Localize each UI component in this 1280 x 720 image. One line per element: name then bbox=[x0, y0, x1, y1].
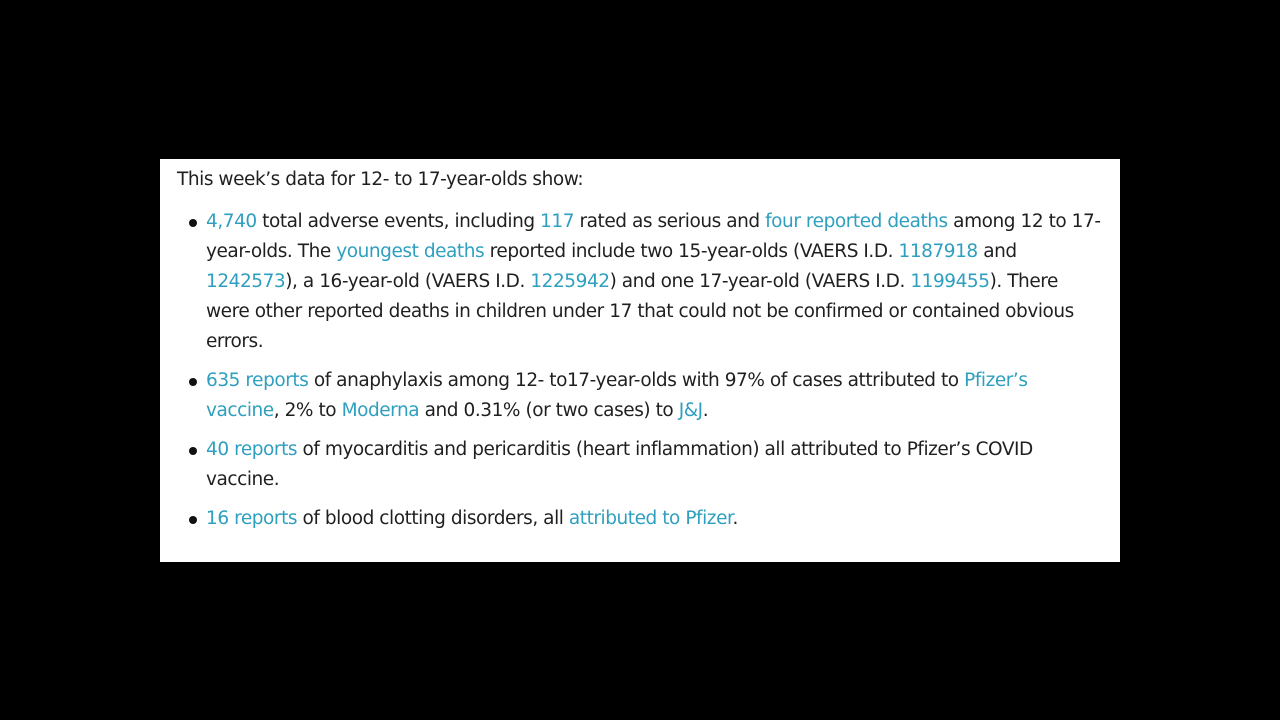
inline-link[interactable]: youngest deaths bbox=[336, 241, 485, 262]
bullet-text: and bbox=[977, 241, 1017, 262]
bullet-text: among 12 to 17-year-olds. The bbox=[206, 211, 1101, 262]
inline-link[interactable]: J&J bbox=[678, 400, 703, 421]
inline-link[interactable]: 635 reports bbox=[206, 370, 309, 391]
inline-link[interactable]: 1199455 bbox=[910, 271, 990, 292]
inline-link[interactable]: 16 reports bbox=[206, 508, 298, 529]
bullet-text: of anaphylaxis among 12- to17-year-olds with 97% of cases attributed to bbox=[308, 370, 965, 391]
intro-text: This week’s data for 12- to 17-year-olds show: bbox=[177, 169, 584, 190]
bullet-text: total adverse events, including bbox=[256, 211, 541, 232]
bullet-text: . bbox=[702, 400, 709, 421]
bullet-dot-icon bbox=[189, 378, 197, 386]
bullet-dot-icon bbox=[189, 516, 197, 524]
inline-link[interactable]: 117 bbox=[540, 211, 575, 232]
bullet-text: . bbox=[732, 508, 738, 529]
inline-link[interactable]: 4,740 bbox=[206, 211, 257, 232]
bullet-text: ) and one 17-year-old (VAERS I.D. bbox=[609, 271, 911, 292]
bullet-item bbox=[177, 366, 1104, 426]
inline-link[interactable]: 1242573 bbox=[206, 271, 286, 292]
bullet-list bbox=[177, 207, 1104, 534]
bullet-text: , 2% to bbox=[273, 400, 342, 421]
bullet-dot-icon bbox=[189, 219, 197, 227]
bullet-item bbox=[177, 435, 1104, 495]
bullet-text: ), a 16-year-old (VAERS I.D. bbox=[285, 271, 531, 292]
bullet-text: ). There were other reported deaths in children under 17 that could not be confirmed or contained obvious errors. bbox=[206, 271, 1074, 352]
inline-link[interactable]: attributed to Pfizer bbox=[568, 508, 733, 529]
bullet-text: of blood clotting disorders, all bbox=[297, 508, 569, 529]
bullet-item bbox=[177, 207, 1104, 357]
inline-link[interactable]: four reported deaths bbox=[765, 211, 948, 232]
inline-link[interactable]: 40 reports bbox=[206, 439, 298, 460]
bullet-item bbox=[177, 504, 1104, 534]
inline-link[interactable]: Pfizer’s vaccine bbox=[206, 370, 1028, 421]
bullet-text: reported include two 15-year-olds (VAERS I.D. bbox=[484, 241, 899, 262]
inline-link[interactable]: 1187918 bbox=[898, 241, 978, 262]
inline-link[interactable]: 1225942 bbox=[530, 271, 610, 292]
bullet-dot-icon bbox=[189, 447, 197, 455]
bullet-text: and 0.31% (or two cases) to bbox=[419, 400, 679, 421]
bullet-text: of myocarditis and pericarditis (heart inflammation) all attributed to Pfizer’s COVID vaccine. bbox=[206, 439, 1033, 490]
inline-link[interactable]: Moderna bbox=[341, 400, 420, 421]
bullet-text: rated as serious and bbox=[574, 211, 766, 232]
article-excerpt-panel bbox=[160, 159, 1120, 562]
